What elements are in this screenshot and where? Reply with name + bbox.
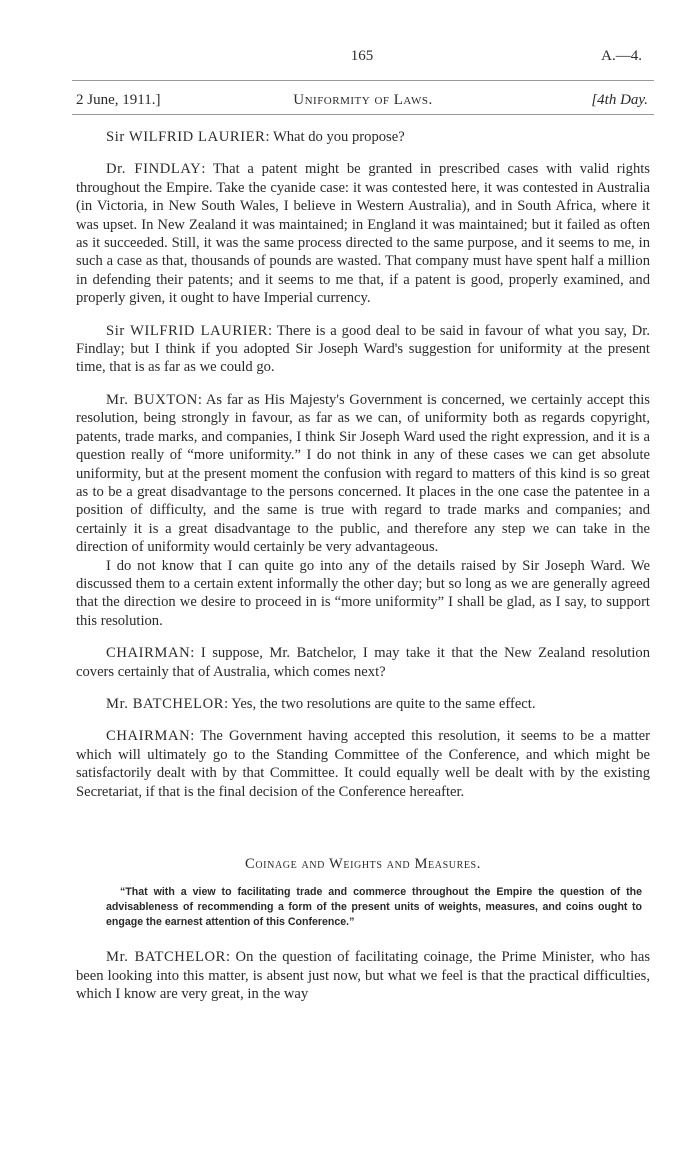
speaker-name: Mr. BUXTON <box>106 391 198 408</box>
header-title: Uniformity of Laws. <box>293 92 433 108</box>
paragraph-chairman-2: CHAIRMAN: The Government having accepted this resolution, it seems to be a matter which will ultimately go to the Standing Committee of the Conference, and which might be satisfactorily dealt with by that Committee. It could equally well be dealt with by the existing Secretariat, if that is the final decision of the Conference hereafter. <box>76 728 650 800</box>
paragraph-text: The Government having accepted this resolution, it seems to be a matter which will ultimately go to the Standing Committee of the Conference, and which might be satisfactorily dealt with by that Committee. It could equally well be dealt with by the existing Secretariat, if that is the final decision of the Conference hereafter. <box>76 728 650 800</box>
paragraph-laurier-1: Sir WILFRID LAURIER: What do you propose? <box>106 129 405 145</box>
paragraph-batchelor-1: Mr. BATCHELOR: Yes, the two resolutions are quite to the same effect. <box>106 695 536 712</box>
speaker-name: Sir WILFRID LAURIER <box>106 322 269 339</box>
running-header <box>72 92 654 114</box>
speaker-name: CHAIRMAN <box>106 645 191 662</box>
section-heading: Coinage and Weights and Measures. <box>245 856 481 872</box>
paragraph-text: That a patent might be granted in prescribed cases with valid rights throughout the Empire. Take the cyanide case: it was contested here, it was contested in Australia (in Victoria, in New South Wales, I believe in Western Australia), and in South Africa, where it was upset. In New Zealand it was maintained; in England it was maintained; but it failed as often as it succeeded. Still, it was the same process directed to the same purpose, and it seems to me, in such a case as that, thousands of pounds are wasted. That company must have spent half a million in defending their patents; and it seems to me that, if a patent is good, properly examined, and properly given, it ought to have Imperial currency. <box>76 161 650 307</box>
speaker-name: Mr. BATCHELOR <box>106 695 225 712</box>
speaker-name: CHAIRMAN <box>106 728 191 745</box>
header-rule-bottom <box>72 114 654 115</box>
body-text <box>76 128 650 1004</box>
paragraph-text: I suppose, Mr. Batchelor, I may take it that the New Zealand resolution covers certainly that of Australia, which comes next? <box>76 645 651 680</box>
header-rule-top <box>72 80 654 81</box>
page-number: 165 <box>350 48 374 64</box>
paragraph-text: As far as His Majesty's Government is concerned, we certainly accept this resolution, being strongly in favour, as far as we can, of uniformity both as regards copyright, patents, trade marks, and companies, I think Sir Joseph Ward used the right expression, and it is a question really of “more uniformity.” I do not think in any of these cases we can get absolute uniformity, but at the present moment the confusion with regard to matters of this kind is so great as to be a great disadvantage to the persons concerned. It places in the one case the patentee in a position of difficulty, and the same is true with regard to trade marks and companies; and certainly it is a great disadvantage to the public, and therefore any step we can take in the direction of uniformity would certainly be very advantageous. <box>76 391 650 556</box>
speaker-name: Sir WILFRID LAURIER <box>106 129 266 145</box>
paragraph-text: What do you propose? <box>272 129 405 145</box>
paragraph-text: Yes, the two resolutions are quite to the same effect. <box>231 695 536 712</box>
document-reference: A.—4. <box>601 48 642 64</box>
paragraph-laurier-2: Sir WILFRID LAURIER: There is a good deal to be said in favour of what you say, Dr. Findlay; but I think if you adopted Sir Joseph Ward's suggestion for uniformity at the present time, that is as far as we could go. <box>76 322 650 376</box>
speaker-name: Mr. BATCHELOR <box>106 949 226 966</box>
paragraph-batchelor-2: Mr. BATCHELOR: On the question of facilitating coinage, the Prime Minister, who has been looking into this matter, is absent just now, but what we feel is that the practical difficulties, which I know are very great, in the way <box>76 949 651 1003</box>
paragraph-chairman-1: CHAIRMAN: I suppose, Mr. Batchelor, I may take it that the New Zealand resolution covers certainly that of Australia, which comes next? <box>76 645 651 680</box>
paragraph-text: There is a good deal to be said in favour of what you say, Dr. Findlay; but I think if you adopted Sir Joseph Ward's suggestion for uniformity at the present time, that is as far as we could go. <box>76 322 650 376</box>
paragraph-text: I do not know that I can quite go into any of the details raised by Sir Joseph Ward. We discussed them to a certain extent informally the other day; but so long as we are generally agreed that the direction we desire to proceed in is “more uniformity” I shall be glad, as I say, to support this resolution. <box>76 557 650 629</box>
top-line <box>72 48 652 68</box>
speaker-name: Dr. FINDLAY <box>106 161 202 178</box>
header-date: 2 June, 1911.] <box>76 92 161 108</box>
paragraph-findlay: Dr. FINDLAY: That a patent might be granted in prescribed cases with valid rights throughout the Empire. Take the cyanide case: it was contested here, it was contested in Australia (in Victoria, in New South Wales, I believe in Western Australia), and in South Africa, where it was upset. In New Zealand it was maintained; in England it was maintained; but it failed as often as it succeeded. Still, it was the same process directed to the same purpose, and it seems to me, in such a case as that, thousands of pounds are wasted. That company must have spent half a million in defending their patents; and it seems to me that, if a patent is good, properly examined, and properly given, it ought to have Imperial currency. <box>76 161 650 307</box>
resolution-text: “That with a view to facilitating trade and commerce throughout the Empire the question of the advisableness of recommending a form of the present units of weights, measures, and coins ought to engage the earnest attention of this Conference.” <box>106 886 642 929</box>
paragraph-buxton: Mr. BUXTON: As far as His Majesty's Government is concerned, we certainly accept this resolution, being strongly in favour, as far as we can, of uniformity both as regards copyright, patents, trade marks, and companies, I think Sir Joseph Ward used the right expression, and it is a question really of “more uniformity.” I do not think in any of these cases we can get absolute uniformity, but at the present moment the confusion with regard to matters of this kind is so great as to be a great disadvantage to the persons concerned. It places in the one case the patentee in a position of difficulty, and the same is true with regard to trade marks and companies; and certainly it is a great disadvantage to the public, and therefore any step we can take in the direction of uniformity would certainly be very advantageous. <box>76 391 650 556</box>
paragraph-buxton-continued <box>76 557 650 631</box>
paragraph-text: On the question of facilitating coinage, the Prime Minister, who has been looking into this matter, is absent just now, but what we feel is that the practical difficulties, which I know are very great, in the way <box>76 949 651 1003</box>
header-day: [4th Day. <box>591 92 648 108</box>
